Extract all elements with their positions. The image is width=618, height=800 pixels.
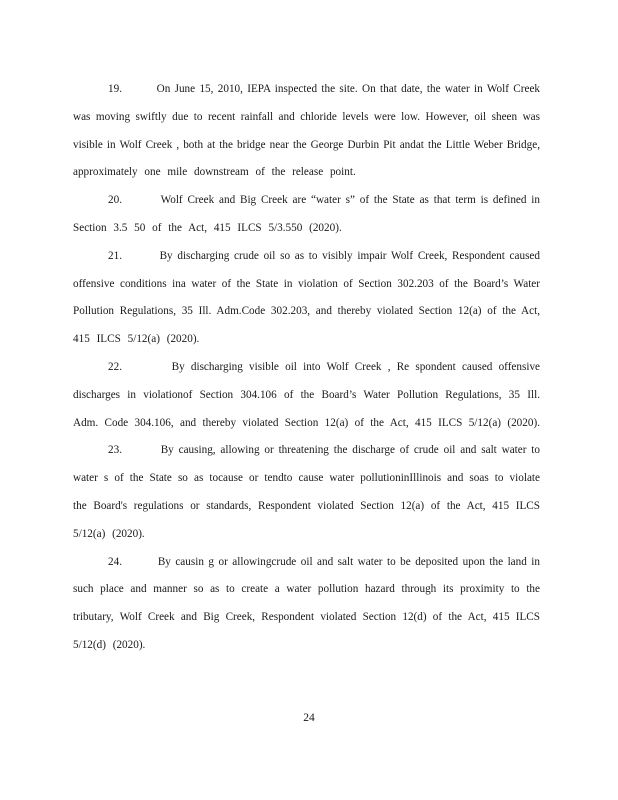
paragraph-20-line-2: Section 3.5 50 of the Act, 415 ILCS 5/3.550 (2020). — [73, 221, 342, 234]
paragraph-21-line-3: Pollution Regulations, 35 Ill. Adm.Code 302.203, and thereby violated Section 12(a) of the Act, — [73, 305, 540, 318]
paragraph-number: 22. — [108, 360, 122, 373]
paragraph-24-line-4: 5/12(d) (2020). — [73, 638, 146, 651]
paragraph-number: 19. — [108, 83, 122, 95]
paragraph-text: Wolf Creek and Big Creek are “water s” of the State as that term is defined in — [160, 194, 540, 207]
paragraph-number: 24. — [108, 555, 122, 568]
paragraph-23-line-4: 5/12(a) (2020). — [73, 527, 145, 540]
paragraph-19-line-2: was moving swiftly due to recent rainfall and chloride levels were low. However, oil sheen was — [73, 110, 540, 123]
paragraph-number: 23. — [108, 444, 122, 457]
paragraph-24-line-1 — [73, 553, 540, 581]
paragraph-22-line-3: Adm. Code 304.106, and thereby violated Section 12(a) of the Act, 415 ILCS 5/12(a) (2020). — [73, 416, 540, 429]
paragraph-22-line-2: discharges in violationof Section 304.106 of the Board’s Water Pollution Regulations, 35 Ill. — [73, 388, 540, 401]
paragraph-23-line-1 — [73, 441, 540, 469]
paragraph-20 — [73, 191, 540, 247]
paragraph-number: 20. — [108, 194, 122, 207]
document-body — [73, 80, 540, 664]
paragraph-text: On June 15, 2010, IEPA inspected the site. On that date, the water in Wolf Creek — [156, 83, 540, 95]
paragraph-19 — [73, 80, 540, 191]
paragraph-20-line-1 — [73, 191, 540, 219]
paragraph-24-line-3: tributary, Wolf Creek and Big Creek, Respondent violated Section 12(d) of the Act, 415 ILCS — [73, 611, 540, 624]
paragraph-number: 21. — [108, 249, 122, 262]
paragraph-23 — [73, 441, 540, 552]
paragraph-21 — [73, 247, 540, 358]
paragraph-text: By discharging visible oil into Wolf Creek , Re spondent caused offensive — [171, 360, 540, 373]
page-number: 24 — [303, 712, 315, 724]
paragraph-19-line-3: visible in Wolf Creek , both at the bridge near the George Durbin Pit andat the Little Weber Bridge, — [73, 138, 540, 151]
paragraph-19-line-1 — [73, 80, 540, 108]
paragraph-24 — [73, 553, 540, 664]
paragraph-21-line-2: offensive conditions ina water of the State in violation of Section 302.203 of the Board’s Water — [73, 277, 540, 290]
paragraph-22-line-1 — [73, 358, 540, 386]
paragraph-text: By discharging crude oil so as to visibly impair Wolf Creek, Respondent caused — [159, 249, 540, 262]
paragraph-22 — [73, 358, 540, 441]
paragraph-21-line-4: 415 ILCS 5/12(a) (2020). — [73, 333, 200, 346]
paragraph-23-line-3: the Board's regulations or standards, Respondent violated Section 12(a) of the Act, 415 ILCS — [73, 499, 540, 512]
paragraph-24-line-2: such place and manner so as to create a water pollution hazard through its proximity to the — [73, 583, 540, 596]
paragraph-23-line-2: water s of the State so as tocause or tendto cause water pollutioninIllinois and soas to violate — [73, 472, 540, 485]
paragraph-19-line-4: approximately one mile downstream of the release point. — [73, 166, 356, 179]
paragraph-text: By causing, allowing or threatening the discharge of crude oil and salt water to — [160, 444, 540, 457]
paragraph-text: By causin g or allowingcrude oil and salt water to be deposited upon the land in — [157, 555, 540, 568]
paragraph-21-line-1 — [73, 247, 540, 275]
